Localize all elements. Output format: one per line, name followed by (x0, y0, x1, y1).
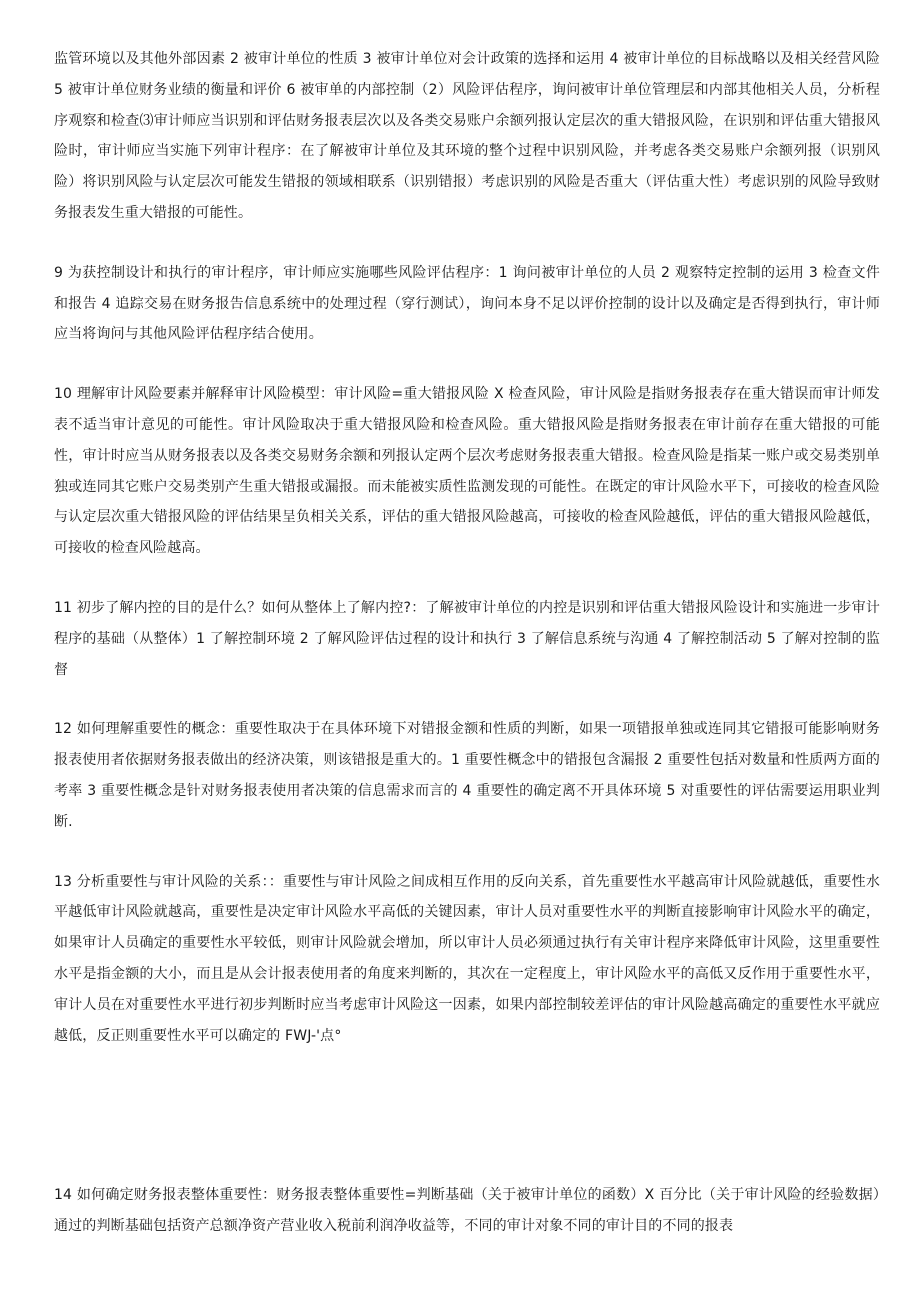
paragraph-13-materiality-vs-risk: 13 分析重要性与审计风险的关系：：重要性与审计风险之间成相互作用的反向关系，首先重要性水平越高审计风险就越低，重要性水平越低审计风险就越高，重要性是决定审计风险水平高低的关键因素，审计人员对重要性水平的判断直接影响审计风险水平的确定，如果审计人员确定的重要性水平较低，则审计风险就会增加，所以审计人员必须通过执行有关审计程序来降低审计风险，这里重要性水平是指金额的大小，而且是从会计报表使用者的角度来判断的，其次在一定程度上，审计风险水平的高低又反作用于重要性水平，审计人员在对重要性水平进行初步判断时应当考虑审计风险这一因素，如果内部控制较差评估的审计风险越高确定的重要性水平就应越低，反正则重要性水平可以确定的 FWJ-'点° (54, 873, 880, 1044)
paragraph-14-overall-materiality: 14 如何确定财务报表整体重要性：财务报表整体重要性=判断基础（关于被审计单位的函数）X 百分比（关于审计风险的经验数据）通过的判断基础包括资产总额净资产营业收入税前利润净收益等，不同的审计对象不同的审计目的不同的报表 (54, 1187, 880, 1234)
paragraph-10-audit-risk-model: 10 理解审计风险要素并解释审计风险模型：审计风险=重大错报风险 X 检查风险，审计风险是指财务报表存在重大错误而审计师发表不适当审计意见的可能性。审计风险取决于重大错报风险和检查风险。重大错报风险是指财务报表在审计前存在重大错报的可能性，审计时应当从财务报表以及各类交易财务余额和列报认定两个层次考虑财务报表重大错报。检查风险是指某一账户或交易类别单独或连同其它账户交易类别产生重大错报或漏报。而未能被实质性监测发现的可能性。在既定的审计风险水平下，可接收的检查风险与认定层次重大错报风险的评估结果呈负相关关系，评估的重大错报风险越高，可接收的检查风险越低，评估的重大错报风险越低，可接收的检查风险越高。 (54, 386, 880, 557)
paragraph-risk-assessment-procedures: 监管环境以及其他外部因素 2 被审计单位的性质 3 被审计单位对会计政策的选择和运用 4 被审计单位的目标战略以及相关经营风险 5 被审计单位财务业绩的衡量和评价 6 被审单的内部控制（2）风险评估程序，询问被审计单位管理层和内部其他相关人员，分析程序观察和检查⑶审计师应当识别和评估财务报表层次以及各类交易账户余额列报认定层次的重大错报风险，在识别和评估重大错报风险时，审计师应当实施下列审计程序：在了解被审计单位及其环境的整个过程中识别风险，并考虑各类交易账户余额列报（识别风险）将识别风险与认定层次可能发生错报的领域相联系（识别错报）考虑识别的风险是否重大（评估重大性）考虑识别的风险导致财务报表发生重大错报的可能性。 (54, 51, 880, 221)
paragraph-12-materiality-concept: 12 如何理解重要性的概念：重要性取决于在具体环境下对错报金额和性质的判断，如果一项错报单独或连同其它错报可能影响财务报表使用者依据财务报表做出的经济决策，则该错报是重大的。1 重要性概念中的错报包含漏报 2 重要性包括对数量和性质两方面的考率 3 重要性概念是针对财务报表使用者决策的信息需求而言的 4 重要性的确定离不开具体环境 5 对重要性的评估需要运用职业判断. (54, 721, 880, 830)
paragraph-9-control-design: 9 为获控制设计和执行的审计程序，审计师应实施哪些风险评估程序：1 询问被审计单位的人员 2 观察特定控制的运用 3 检查文件和报告 4 追踪交易在财务报告信息系统中的处理过程（穿行测试），询问本身不足以评价控制的设计以及确定是否得到执行，审计师应当将询问与其他风险评估程序结合使用。 (54, 264, 880, 343)
paragraph-11-internal-control: 11 初步了解内控的目的是什么？如何从整体上了解内控?：了解被审计单位的内控是识别和评估重大错报风险设计和实施进一步审计程序的基础（从整体）1 了解控制环境 2 了解风险评估过程的设计和执行 3 了解信息系统与沟通 4 了解控制活动 5 了解对控制的监督 (54, 599, 880, 678)
